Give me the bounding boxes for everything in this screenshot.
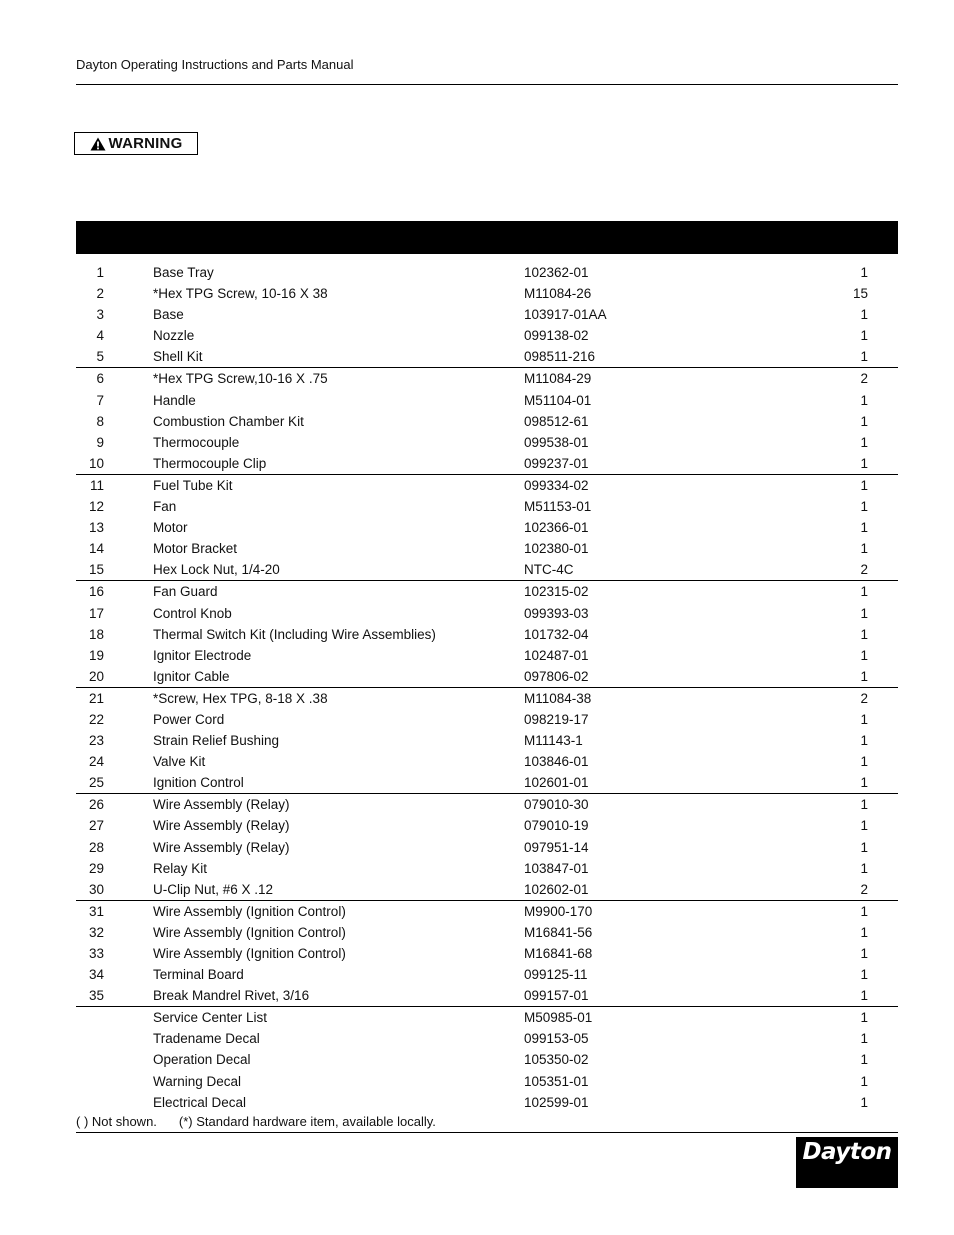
cell-quantity: 1 [860,903,868,919]
cell-ref-number: 11 [89,477,104,493]
cell-quantity: 1 [860,754,868,770]
cell-description: Hex Lock Nut, 1/4-20 [153,562,280,578]
cell-part-number: 101732-04 [524,626,589,642]
table-row [76,901,898,922]
cell-part-number: 097806-02 [524,668,589,684]
cell-part-number: M11084-38 [524,690,592,706]
cell-quantity: 1 [860,668,868,684]
cell-description: Control Knob [153,605,232,621]
cell-part-number: 099538-01 [524,434,589,450]
cell-quantity: 1 [860,1052,868,1068]
cell-part-number: M16841-56 [524,924,593,940]
cell-quantity: 1 [860,434,868,450]
cell-description: Wire Assembly (Relay) [153,818,290,834]
cell-description: Wire Assembly (Ignition Control) [153,946,346,961]
cell-part-number: 097951-14 [524,839,589,855]
table-row [76,559,898,581]
cell-part-number: 102599-01 [524,1094,589,1110]
cell-description: Warning Decal [153,1073,242,1089]
cell-part-number: 099157-01 [524,988,589,1004]
table-row [76,325,898,346]
table-row [76,624,898,645]
cell-quantity: 1 [860,328,868,344]
cell-description: Nozzle [153,328,195,344]
table-row [76,475,898,496]
cell-ref-number: 23 [88,733,104,749]
cell-ref-number: 8 [96,413,104,429]
cell-description: Thermocouple Clip [153,455,267,471]
table-row [76,432,898,453]
table-row [76,1028,898,1049]
table-row [76,751,898,772]
table-row [76,304,898,325]
cell-ref-number: 33 [88,946,104,961]
cell-ref-number: 7 [96,392,104,408]
cell-ref-number: 5 [96,349,104,365]
table-row [76,709,898,730]
table-row [76,496,898,517]
cell-part-number: 103846-01 [524,754,589,770]
cell-description: Wire Assembly (Relay) [153,839,290,855]
cell-quantity: 1 [860,584,868,600]
cell-description: Ignitor Electrode [153,647,252,663]
cell-part-number: 098219-17 [524,711,589,727]
cell-part-number: 103847-01 [524,860,589,876]
header-divider [76,84,898,85]
table-row [76,837,898,858]
cell-description: Base [153,307,184,323]
cell-description: Thermocouple [153,434,240,450]
cell-description: Service Center List [153,1010,268,1026]
cell-ref-number: 32 [88,924,104,940]
cell-quantity: 2 [860,690,868,706]
table-row [76,1071,898,1092]
cell-description: Shell Kit [153,349,203,365]
cell-ref-number: 29 [88,860,104,876]
warning-text: WARNING [108,135,183,152]
cell-description: Terminal Board [153,967,244,983]
table-row [76,517,898,538]
cell-quantity: 1 [860,647,868,663]
cell-description: Relay Kit [153,860,208,876]
table-row [76,538,898,559]
cell-part-number: 099393-03 [524,605,589,621]
warning-label [74,132,198,155]
cell-part-number: M50985-01 [524,1010,593,1026]
cell-ref-number: 30 [88,881,104,897]
cell-description: Valve Kit [153,754,206,770]
table-row [76,411,898,432]
table-row [76,964,898,985]
cell-ref-number: 14 [88,541,104,557]
table-row [76,1049,898,1070]
cell-quantity: 1 [860,818,868,834]
footnote [76,1114,436,1129]
table-row [76,730,898,751]
cell-quantity: 1 [860,988,868,1004]
cell-part-number: 103917-01AA [524,307,607,323]
cell-ref-number: 17 [88,605,104,621]
table-row [76,645,898,666]
cell-part-number: 099138-02 [524,328,589,344]
cell-quantity: 1 [860,392,868,408]
cell-quantity: 1 [860,265,868,280]
footer-divider [76,1132,898,1133]
cell-ref-number: 34 [88,967,104,983]
cell-part-number: 098512-61 [524,413,589,429]
cell-quantity: 1 [860,967,868,983]
cell-part-number: 099334-02 [524,477,589,493]
cell-ref-number: 2 [96,286,104,302]
cell-ref-number: 3 [96,307,104,323]
cell-part-number: 102380-01 [524,541,589,557]
table-row [76,262,898,283]
cell-ref-number: 15 [88,562,104,578]
cell-part-number: M9900-170 [524,903,593,919]
table-row [76,985,898,1007]
table-row [76,879,898,901]
cell-quantity: 1 [860,499,868,515]
table-row [76,858,898,879]
cell-quantity: 1 [860,605,868,621]
cell-quantity: 15 [852,286,868,302]
cell-description: Ignitor Cable [153,668,230,684]
cell-description: *Screw, Hex TPG, 8-18 X .38 [153,690,328,706]
table-row [76,603,898,624]
cell-part-number: 079010-19 [524,818,589,834]
cell-quantity: 2 [860,371,868,387]
table-row [76,346,898,368]
cell-part-number: 105350-02 [524,1052,589,1068]
cell-part-number: 102601-01 [524,775,589,791]
cell-ref-number: 27 [88,818,104,834]
cell-ref-number: 10 [88,455,104,471]
footnote-standard-hardware: (*) Standard hardware item, available locally. [178,1114,436,1129]
table-row [76,794,898,815]
cell-part-number: 102315-02 [524,584,589,600]
cell-part-number: 105351-01 [524,1073,589,1089]
table-row [76,943,898,964]
table-row [76,666,898,688]
cell-description: Break Mandrel Rivet, 3/16 [153,988,310,1004]
dayton-logo [796,1137,898,1188]
cell-ref-number: 31 [88,903,104,919]
cell-quantity: 1 [860,520,868,536]
footnote-not-shown: ( ) Not shown. [76,1114,157,1129]
parts-table [76,262,898,1113]
cell-part-number: NTC-4C [524,562,574,578]
table-row [76,368,898,389]
cell-description: Tradename Decal [153,1031,260,1047]
table-row [76,922,898,943]
cell-quantity: 1 [860,413,868,429]
cell-description: Wire Assembly (Relay) [153,797,290,813]
cell-description: Ignition Control [153,775,244,791]
cell-description: Operation Decal [153,1052,251,1068]
table-row [76,283,898,304]
cell-ref-number: 35 [88,988,104,1004]
cell-part-number: M11143-1 [524,733,583,749]
cell-description: Strain Relief Bushing [153,733,280,749]
cell-part-number: 099153-05 [524,1031,589,1047]
cell-ref-number: 24 [88,754,104,770]
cell-ref-number: 18 [88,626,104,642]
cell-description: Wire Assembly (Ignition Control) [153,924,346,940]
cell-quantity: 1 [860,307,868,323]
logo-text: Dayton [802,1139,892,1165]
cell-ref-number: 25 [88,775,104,791]
cell-part-number: 102602-01 [524,881,589,897]
cell-ref-number: 6 [96,371,104,387]
cell-part-number: 079010-30 [524,797,589,813]
cell-part-number: 102487-01 [524,647,589,663]
cell-description: Motor [153,520,188,536]
cell-description: Combustion Chamber Kit [153,413,304,429]
cell-quantity: 1 [860,946,868,961]
table-row [76,688,898,709]
cell-part-number: M16841-68 [524,946,593,961]
cell-part-number: 102362-01 [524,265,589,280]
cell-description: Fuel Tube Kit [153,477,233,493]
cell-part-number: M11084-29 [524,371,592,387]
table-row [76,1092,898,1113]
table-row [76,815,898,836]
cell-description: Electrical Decal [153,1094,247,1110]
cell-quantity: 1 [860,1073,868,1089]
cell-quantity: 1 [860,860,868,876]
cell-quantity: 1 [860,839,868,855]
cell-ref-number: 26 [88,797,104,813]
cell-description: Fan [153,499,177,515]
cell-description: *Hex TPG Screw,10-16 X .75 [153,371,328,387]
cell-part-number: M51153-01 [524,499,592,515]
cell-quantity: 1 [860,924,868,940]
cell-description: Motor Bracket [153,541,238,557]
page-header-title: Dayton Operating Instructions and Parts Manual [76,57,354,72]
cell-quantity: 1 [860,733,868,749]
cell-quantity: 1 [860,626,868,642]
cell-ref-number: 9 [96,434,104,450]
cell-ref-number: 20 [88,668,104,684]
table-row [76,772,898,794]
table-row [76,453,898,475]
cell-ref-number: 13 [88,520,104,536]
cell-description: Thermal Switch Kit (Including Wire Assemblies) [153,626,436,642]
cell-description: Fan Guard [153,584,218,600]
cell-description: *Hex TPG Screw, 10-16 X 38 [153,286,328,302]
cell-part-number: 098511-216 [524,349,596,365]
cell-ref-number: 4 [96,328,104,344]
cell-quantity: 1 [860,797,868,813]
cell-part-number: 102366-01 [524,520,589,536]
cell-ref-number: 12 [88,499,104,515]
table-row [76,1007,898,1028]
cell-description: Base Tray [153,265,214,280]
cell-quantity: 1 [860,541,868,557]
warning-triangle-icon [90,137,106,151]
cell-ref-number: 16 [88,584,104,600]
cell-ref-number: 28 [88,839,104,855]
cell-quantity: 1 [860,349,868,365]
table-row [76,390,898,411]
cell-part-number: 099237-01 [524,455,589,471]
cell-description: U-Clip Nut, #6 X .12 [153,881,274,897]
cell-description: Handle [153,392,196,408]
cell-quantity: 2 [860,562,868,578]
cell-quantity: 1 [860,1031,868,1047]
cell-quantity: 1 [860,1094,868,1110]
cell-ref-number: 22 [88,711,104,727]
cell-ref-number: 19 [88,647,104,663]
cell-quantity: 2 [860,881,868,897]
cell-quantity: 1 [860,455,868,471]
table-row [76,581,898,602]
cell-ref-number: 1 [96,265,104,280]
cell-quantity: 1 [860,711,868,727]
cell-description: Wire Assembly (Ignition Control) [153,903,346,919]
cell-part-number: 099125-11 [524,967,588,983]
cell-part-number: M51104-01 [524,392,592,408]
cell-description: Power Cord [153,711,225,727]
parts-table-header-bar [76,221,898,254]
cell-ref-number: 21 [88,690,104,706]
cell-part-number: M11084-26 [524,286,592,302]
cell-quantity: 1 [860,477,868,493]
cell-quantity: 1 [860,775,868,791]
cell-quantity: 1 [860,1010,868,1026]
